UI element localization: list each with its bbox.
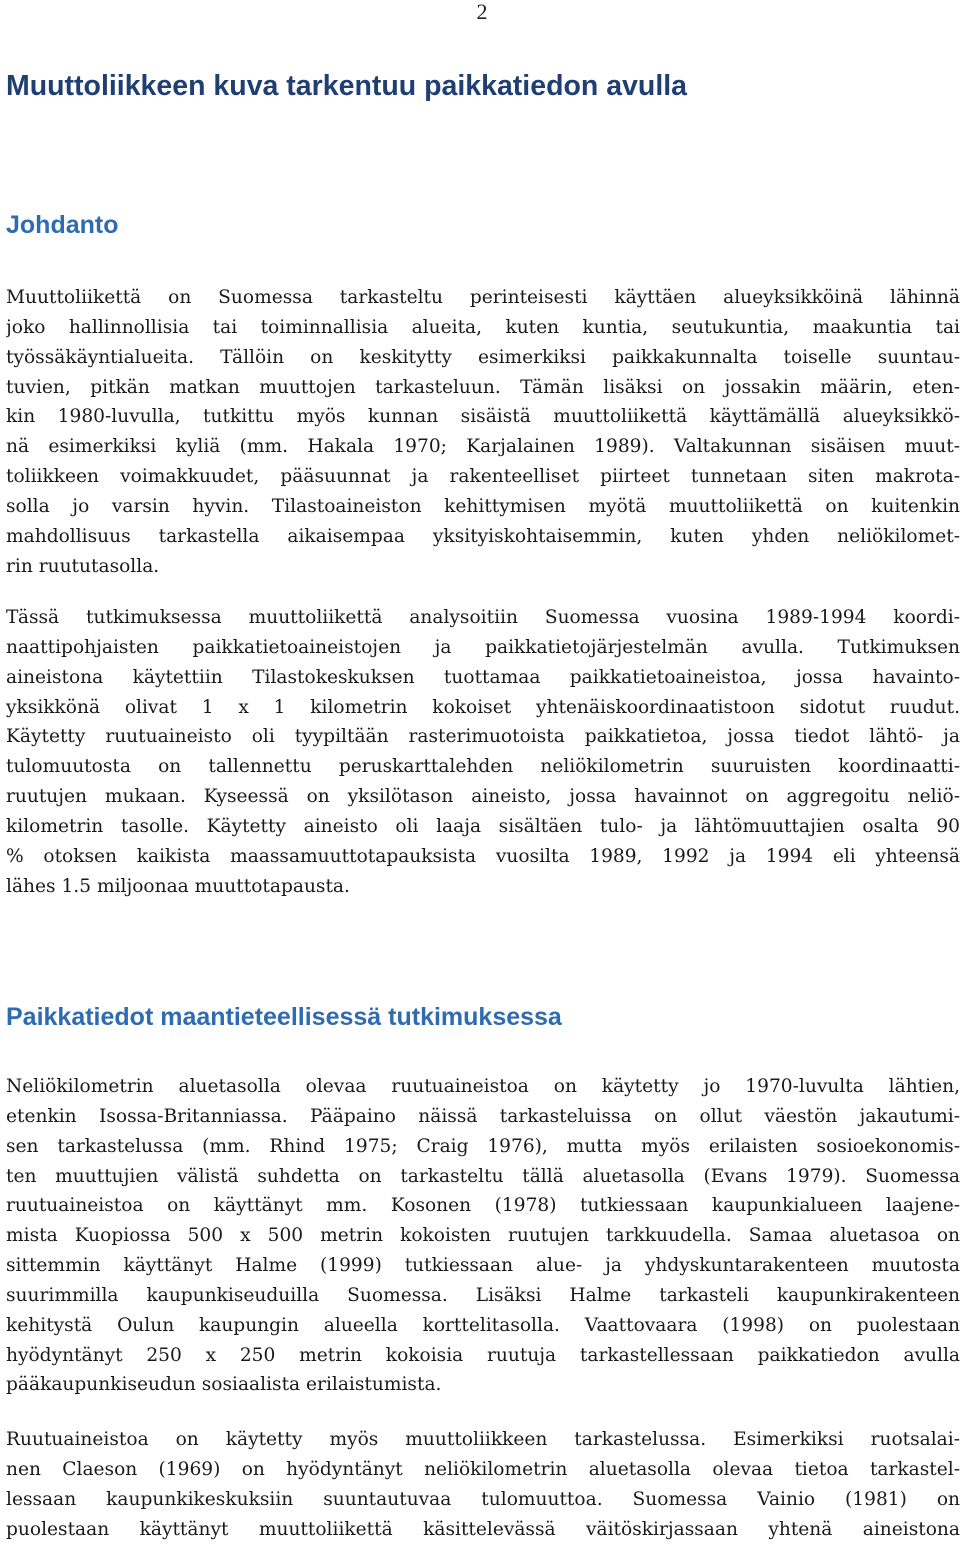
paragraph-intro-2 (6, 603, 960, 901)
text-line: nen Claeson (1969) on hyödyntänyt neliökilometrin aluetasolla olevaa tietoa tarkastel- (6, 1458, 960, 1480)
text-line: nä esimerkiksi kyliä (mm. Hakala 1970; Karjalainen 1989). Valtakunnan sisäisen muut- (6, 436, 960, 458)
text-line: mista Kuopiossa 500 x 500 metrin kokoisten ruutujen tarkkuudella. Samaa aluetasoa on (6, 1225, 960, 1247)
text-line: naattipohjaisten paikkatietoaineistojen ja paikkatietojärjestelmän avulla. Tutkimuksen (6, 636, 960, 658)
text-line: tuvien, pitkän matkan muuttojen tarkasteluun. Tämän lisäksi on jossakin määrin, eten- (6, 376, 960, 398)
paragraph-paikka-2 (6, 1425, 960, 1544)
text-line: etenkin Isossa-Britanniassa. Pääpaino näissä tarkasteluissa on ollut väestön jakautumi- (6, 1105, 960, 1127)
text-line: ten muuttujien välistä suhdetta on tarkasteltu tällä aluetasolla (Evans 1979). Suomessa (6, 1165, 960, 1187)
text-line: tulomuutosta on tallennettu peruskarttalehden neliökilometrin suuruisten koordinaatti- (6, 756, 960, 778)
text-line: lähes 1.5 miljoonaa muuttotapausta. (6, 875, 350, 897)
text-line: Käytetty ruutuaineisto oli tyypiltään rasterimuotoista paikkatietoa, jossa tiedot lähtö- ja (6, 726, 960, 748)
text-line: kilometrin tasolle. Käytetty aineisto oli laaja sisältäen tulo- ja lähtömuuttajien osalta 90 (6, 815, 960, 837)
text-line: toliikkeen voimakkuudet, pääsuunnat ja rakenteelliset piirteet tunnetaan siten makrota- (6, 466, 960, 488)
text-line: yksikkönä olivat 1 x 1 kilometrin kokoiset yhtenäiskoordinaatistoon sidotut ruudut. (6, 696, 960, 718)
text-line: rin ruututasolla. (6, 555, 160, 577)
paragraph-paikka-1 (6, 1072, 960, 1400)
text-line: Ruutuaineistoa on käytetty myös muuttoliikkeen tarkastelussa. Esimerkiksi ruotsalai- (6, 1429, 960, 1450)
text-line: Tässä tutkimuksessa muuttoliikettä analysoitiin Suomessa vuosina 1989-1994 koordi- (6, 607, 960, 628)
text-line: lessaan kaupunkikeskuksiin suuntautuvaa tulomuuttoa. Suomessa Vainio (1981) on (6, 1488, 960, 1510)
text-line: puolestaan käyttänyt muuttoliikettä käsittelevässä väitöskirjassaan yhtenä aineistona (6, 1518, 960, 1540)
section-heading-paikkatiedot: Paikkatiedot maantieteellisessä tutkimuksessa (6, 1003, 562, 1031)
text-line: ruutuaineistoa on käyttänyt mm. Kosonen (1978) tutkiessaan kaupunkialueen laajene- (6, 1195, 960, 1217)
text-line: Neliökilometrin aluetasolla olevaa ruutuaineistoa on käytetty jo 1970-luvulta lähtien, (6, 1076, 960, 1097)
text-line: työssäkäyntialueita. Tällöin on keskitytty esimerkiksi paikkakunnalta toiselle suuntau- (6, 346, 960, 368)
text-line: suurimmilla kaupunkiseuduilla Suomessa. Lisäksi Halme tarkasteli kaupunkirakenteen (6, 1284, 960, 1306)
text-line: % otoksen kaikista maassamuuttotapauksista vuosilta 1989, 1992 ja 1994 eli yhteensä (6, 845, 960, 867)
text-line: mahdollisuus tarkastella aikaisempaa yksityiskohtaisemmin, kuten yhden neliökilomet- (6, 525, 960, 547)
text-line: pääkaupunkiseudun sosiaalista erilaistumista. (6, 1374, 442, 1396)
text-line: ruutujen mukaan. Kyseessä on yksilötason aineisto, jossa havainnot on aggregoitu neliö- (6, 786, 960, 808)
page-number: 2 (476, 0, 488, 24)
page-title: Muuttoliikkeen kuva tarkentuu paikkatiedon avulla (6, 70, 688, 102)
paragraph-intro-1 (6, 283, 960, 581)
text-line: sittemmin käyttänyt Halme (1999) tutkiessaan alue- ja yhdyskuntarakenteen muutosta (6, 1255, 960, 1277)
text-line: Muuttoliikettä on Suomessa tarkasteltu perinteisesti käyttäen alueyksikköinä lähinnä (6, 287, 960, 308)
text-line: joko hallinnollisia tai toiminnallisia alueita, kuten kuntia, seutukuntia, maakuntia tai (6, 316, 960, 338)
section-heading-johdanto: Johdanto (6, 211, 119, 239)
text-line: sen tarkastelussa (mm. Rhind 1975; Craig 1976), mutta myös erilaisten sosioekonomis- (6, 1135, 960, 1157)
text-line: aineistona käytettiin Tilastokeskuksen tuottamaa paikkatietoaineistoa, jossa havainto- (6, 666, 960, 688)
text-line: kin 1980-luvulla, tutkittu myös kunnan sisäistä muuttoliikettä käyttämällä alueyksikkö- (6, 406, 960, 428)
text-line: hyödyntänyt 250 x 250 metrin kokoisia ruutuja tarkastellessaan paikkatiedon avulla (6, 1344, 960, 1366)
text-line: kehitystä Oulun kaupungin alueella korttelitasolla. Vaattovaara (1998) on puolestaan (6, 1314, 960, 1336)
text-line: solla jo varsin hyvin. Tilastoaineiston kehittymisen myötä muuttoliikettä on kuitenkin (6, 495, 960, 517)
